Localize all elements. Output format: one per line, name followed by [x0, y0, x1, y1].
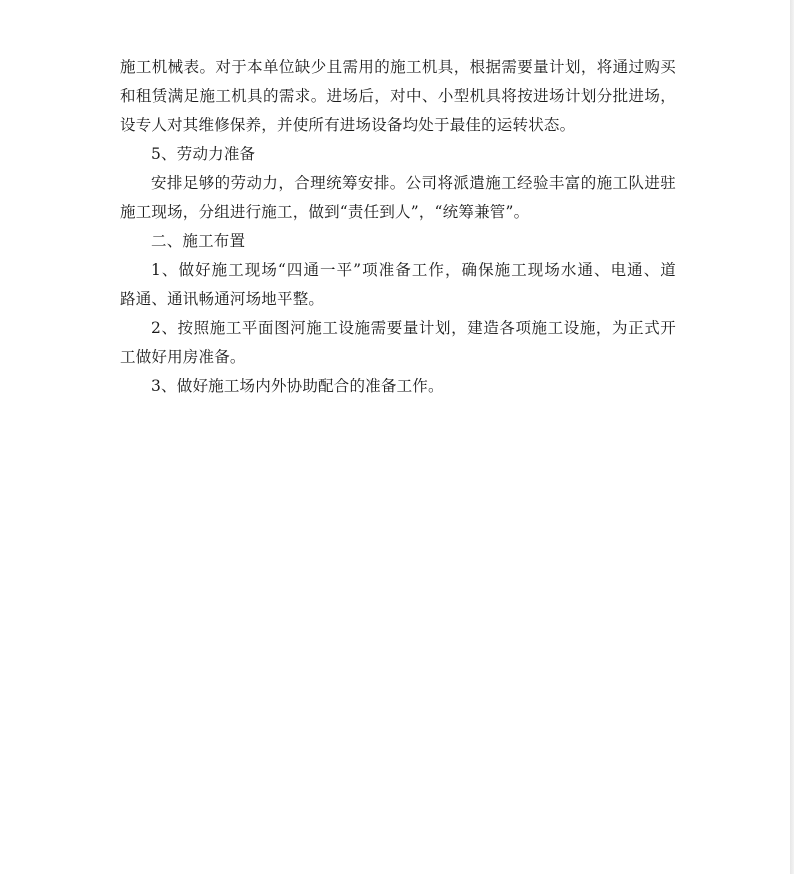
list-item-continuation: 路通、通讯畅通河场地平整。 — [120, 290, 325, 308]
paragraph-line: 安排足够的劳动力，合理统筹安排。公司将派遣施工经验丰富的施工队进驻 — [151, 174, 676, 192]
section-heading: 5、劳动力准备 — [151, 145, 256, 163]
list-item: 1、做好施工现场“四通一平”项准备工作，确保施工现场水通、电通、道 — [151, 261, 676, 279]
list-item: 2、按照施工平面图河施工设施需要量计划，建造各项施工设施，为正式开 — [151, 319, 676, 337]
paragraph-line: 设专人对其维修保养，并使所有进场设备均处于最佳的运转状态。 — [120, 116, 576, 134]
list-item: 3、做好施工场内外协助配合的准备工作。 — [151, 377, 444, 395]
section-heading: 二、施工布置 — [151, 232, 246, 250]
paragraph-line: 施工机械表。对于本单位缺少且需用的施工机具，根据需要量计划，将通过购买 — [120, 58, 676, 76]
paragraph-line: 施工现场，分组进行施工，做到“责任到人”，“统筹兼管”。 — [120, 203, 530, 221]
document-body — [120, 53, 676, 401]
paragraph-line: 和租赁满足施工机具的需求。进场后，对中、小型机具将按进场计划分批进场， — [120, 87, 676, 105]
page-edge-shadow — [790, 0, 794, 874]
list-item-continuation: 工做好用房准备。 — [120, 348, 246, 366]
